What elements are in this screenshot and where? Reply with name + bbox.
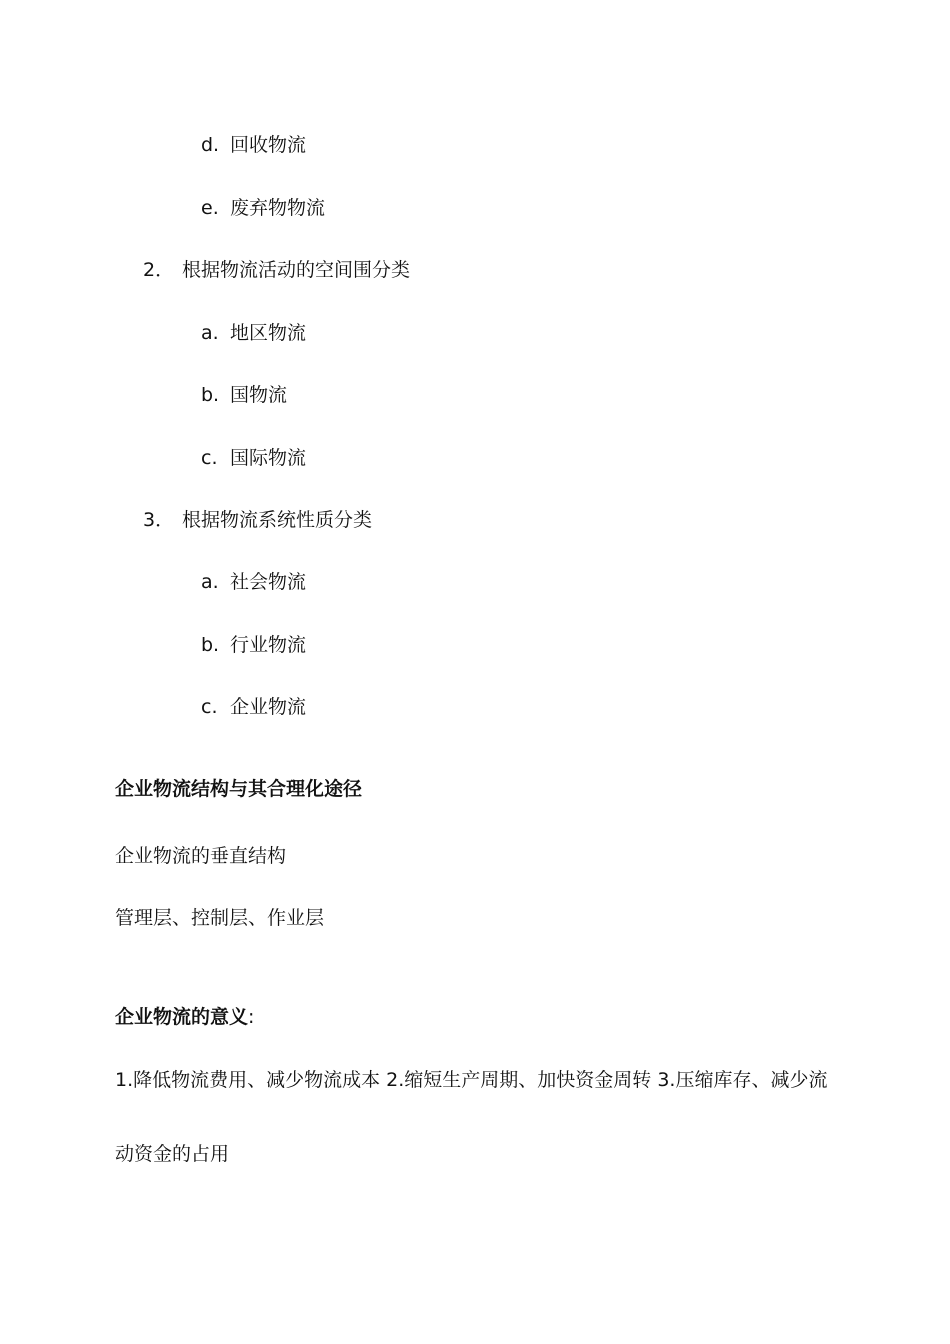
list-item-domestic-logistics: 国物流 <box>230 384 288 406</box>
meaning-paragraph-line-2: 动资金的占用 <box>115 1143 230 1165</box>
list-item-waste-logistics: 废弃物物流 <box>230 197 326 219</box>
vertical-structure-title: 企业物流的垂直结构 <box>115 845 287 867</box>
meaning-heading: 企业物流的意义 <box>115 1006 249 1028</box>
numbered-marker-2: 2． <box>143 259 175 281</box>
numbered-marker-3: 3． <box>143 509 175 531</box>
list-item-regional-logistics: 地区物流 <box>230 322 307 344</box>
list-item-recycling-logistics: 回收物流 <box>230 134 307 156</box>
meaning-colon: : <box>248 1006 255 1028</box>
list-marker-c: c. <box>201 447 218 469</box>
list-item-international-logistics: 国际物流 <box>230 447 307 469</box>
numbered-item-system-classification: 根据物流系统性质分类 <box>182 509 373 531</box>
section-heading: 企业物流结构与其合理化途径 <box>115 778 363 800</box>
meaning-paragraph-line-1: 1.降低物流费用、减少物流成本 2.缩短生产周期、加快资金周转 3.压缩库存、减少流 <box>115 1069 828 1091</box>
list-item-social-logistics: 社会物流 <box>230 571 307 593</box>
meaning-heading-line <box>115 1005 254 1029</box>
list-marker-d: d. <box>201 134 220 156</box>
list-marker-e: e. <box>201 197 219 219</box>
list-marker-b: b. <box>201 634 220 656</box>
list-item-enterprise-logistics: 企业物流 <box>230 696 307 718</box>
vertical-structure-layers: 管理层、控制层、作业层 <box>115 907 325 929</box>
list-marker-a: a. <box>201 571 219 593</box>
numbered-item-space-classification: 根据物流活动的空间围分类 <box>182 259 411 281</box>
list-marker-c: c. <box>201 696 218 718</box>
list-marker-b: b. <box>201 384 220 406</box>
list-item-industry-logistics: 行业物流 <box>230 634 307 656</box>
list-marker-a: a. <box>201 322 219 344</box>
